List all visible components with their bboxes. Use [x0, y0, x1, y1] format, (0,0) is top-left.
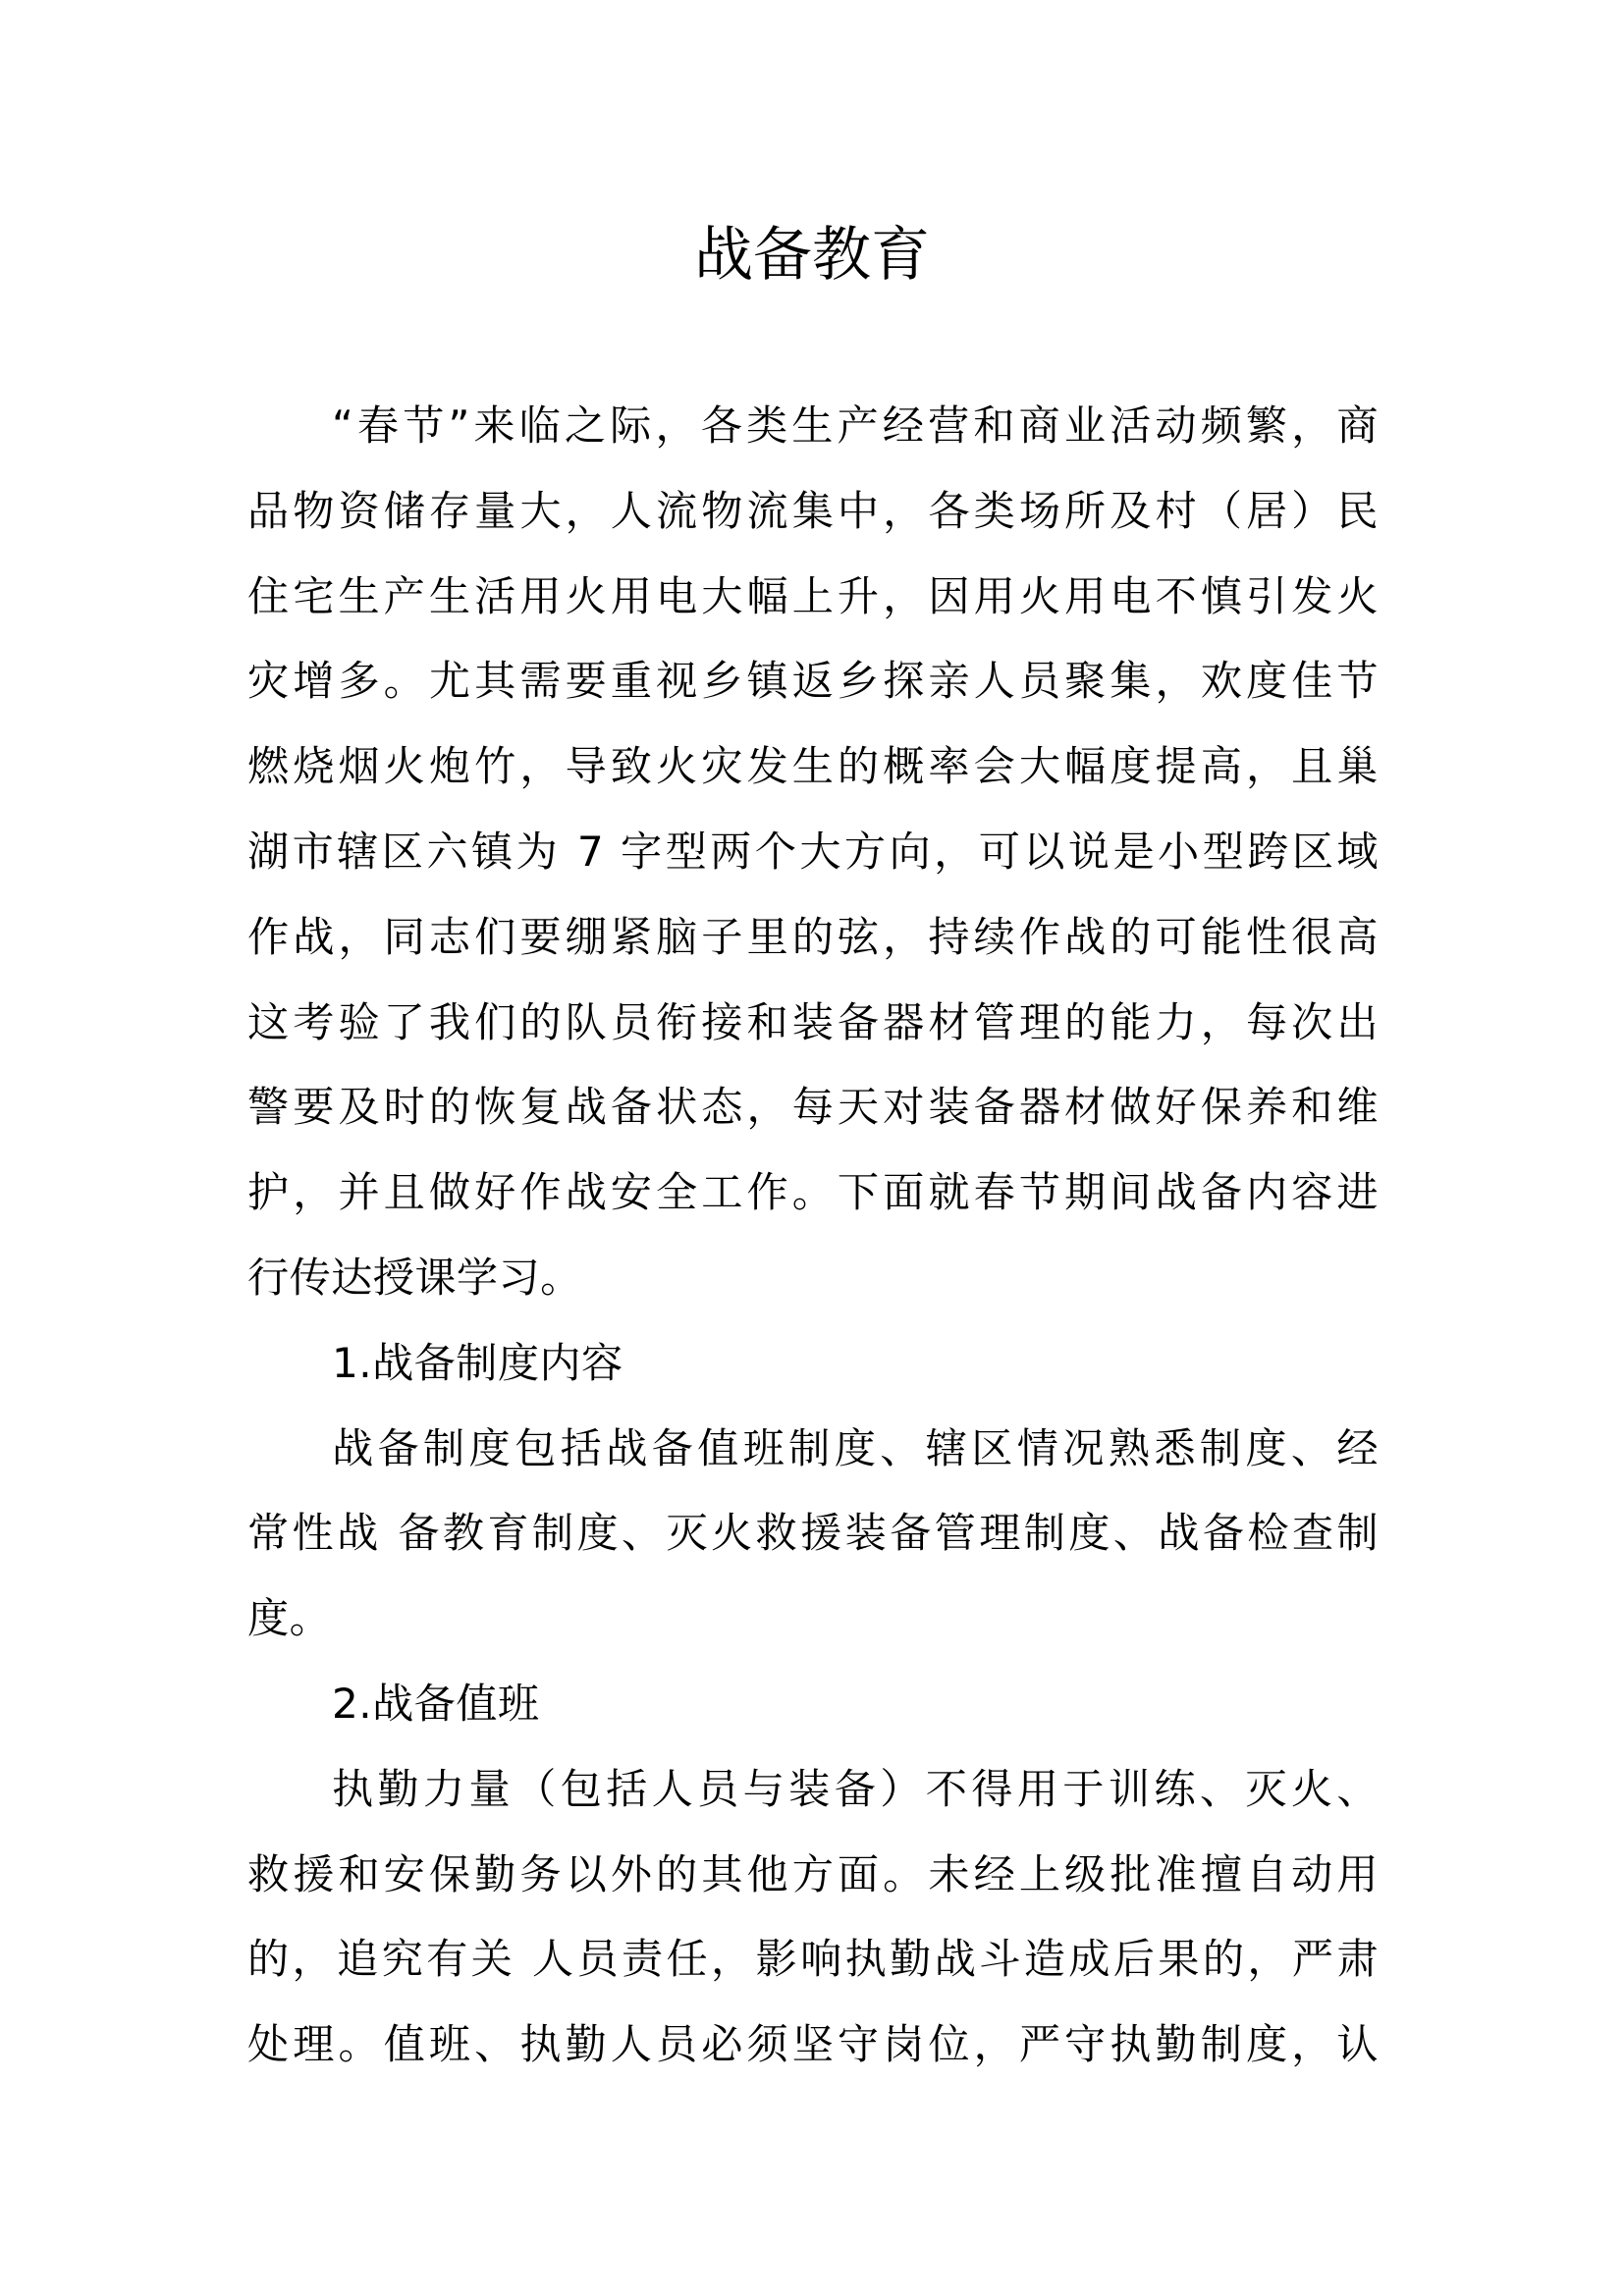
- section-1-paragraph-line: 战备制度包括战备值班制度、辖区情况熟悉制度、经: [332, 1423, 1379, 1472]
- paragraph-intro-line: 品物资储存量大，人流物流集中，各类场所及村（居）民: [247, 486, 1379, 535]
- paragraph-intro-line: 这考验了我们的队员衔接和装备器材管理的能力，每次出: [247, 997, 1379, 1046]
- paragraph-intro-line: 湖市辖区六镇为 7 字型两个大方向，可以说是小型跨区域: [247, 827, 1379, 876]
- section-2-paragraph-line: 执勤力量（包括人员与装备）不得用于训练、灭火、: [332, 1764, 1379, 1813]
- paragraph-intro-line: 警要及时的恢复战备状态，每天对装备器材做好保养和维: [247, 1083, 1379, 1132]
- paragraph-intro-line: 住宅生产生活用火用电大幅上升，因用火用电不慎引发火: [247, 571, 1379, 620]
- section-heading-1: 1.战备制度内容: [332, 1338, 623, 1387]
- section-1-paragraph-line: 度。: [247, 1594, 332, 1643]
- document-body: [247, 391, 1379, 2095]
- section-2-paragraph-line: 救援和安保勤务以外的其他方面。未经上级批准擅自动用: [247, 1849, 1379, 1898]
- paragraph-intro-line: 护，并且做好作战安全工作。下面就春节期间战备内容进: [247, 1168, 1379, 1217]
- paragraph-intro-line: 作战，同志们要绷紧脑子里的弦，持续作战的可能性很高: [247, 912, 1379, 961]
- paragraph-intro-line: 灾增多。尤其需要重视乡镇返乡探亲人员聚集，欢度佳节: [247, 657, 1379, 706]
- document-title: 战备教育: [694, 221, 930, 290]
- paragraph-intro-line: 行传达授课学习。: [247, 1253, 582, 1302]
- section-2-paragraph-line: 处理。值班、执勤人员必须坚守岗位，严守执勤制度，认: [247, 2020, 1379, 2069]
- section-2-paragraph-line: 的，追究有关 人员责任，影响执勤战斗造成后果的，严肃: [247, 1935, 1379, 1984]
- paragraph-intro-line: “春节”来临之际，各类生产经营和商业活动频繁，商: [332, 401, 1379, 450]
- paragraph-intro-line: 燃烧烟火炮竹，导致火灾发生的概率会大幅度提高，且巢: [247, 742, 1379, 791]
- section-1-paragraph-line: 常性战 备教育制度、灭火救援装备管理制度、战备检查制: [247, 1509, 1379, 1558]
- section-heading-2: 2.战备值班: [332, 1679, 540, 1728]
